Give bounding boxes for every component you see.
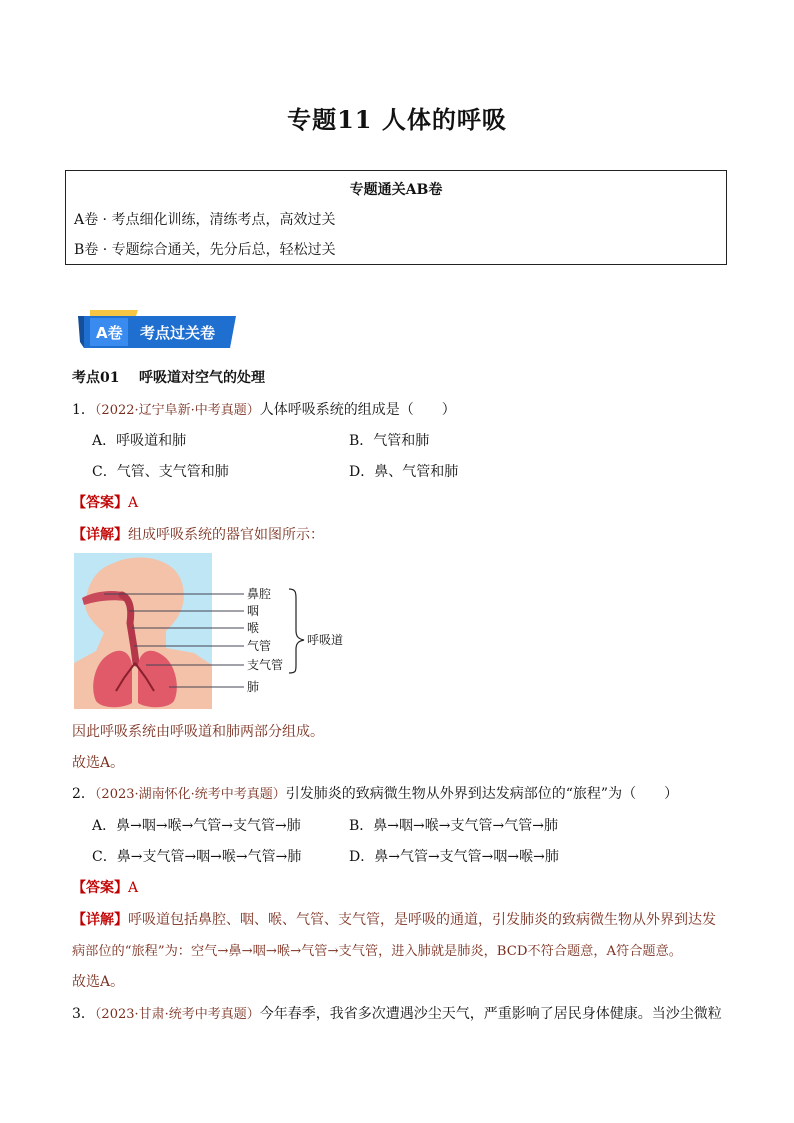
detail-label: 【详解】: [72, 527, 128, 543]
q2-option-a: A．鼻→咽→喉→气管→支气管→肺: [92, 818, 301, 834]
question-2: [72, 783, 678, 803]
q1-option-d: D．鼻、气管和肺: [349, 464, 459, 480]
question-source: （2023·甘肃·统考中考真题）: [94, 1007, 260, 1022]
section-banner: [78, 310, 238, 348]
q1-option-a: A．呼吸道和肺: [92, 433, 187, 449]
respiratory-diagram-icon: [74, 553, 374, 709]
q2-detail-line-2: 病部位的“旅程”为：空气→鼻→咽→喉→气管→支气管，进入肺就是肺炎，BCD不符合题意，A符合题意。: [72, 944, 682, 959]
question-source: （2023·湖南怀化·统考中考真题）: [94, 787, 286, 802]
q2-detail-line-1: [72, 909, 716, 929]
q1-choose: 故选A。: [72, 755, 125, 771]
label-bronchi: 支气管: [247, 658, 284, 672]
intro-box-line-a: A卷 · 考点细化训练，清练考点，高效过关: [74, 212, 336, 228]
answer-value: A: [128, 880, 139, 896]
label-nasal-cavity: 鼻腔: [247, 587, 272, 601]
q2-option-c: C．鼻→支气管→咽→喉→气管→肺: [92, 849, 302, 865]
question-3: [72, 1003, 722, 1023]
answer-label: 【答案】: [72, 880, 128, 896]
detail-text: 组成呼吸系统的器官如图所示：: [128, 527, 324, 543]
question-stem: 引发肺炎的致病微生物从外界到达发病部位的“旅程”为（ ）: [285, 786, 679, 802]
question-stem: 今年春季，我省多次遭遇沙尘天气，严重影响了居民身体健康。当沙尘微粒: [259, 1006, 722, 1022]
label-pharynx: 咽: [247, 604, 260, 618]
detail-text: 呼吸道包括鼻腔、咽、喉、气管、支气管，是呼吸的通道，引发肺炎的致病微生物从外界到达发: [128, 912, 716, 928]
q1-conclusion: 因此呼吸系统由呼吸道和肺两部分组成。: [72, 724, 324, 740]
question-number: 2．: [72, 786, 95, 802]
page-title: 专题11 人体的呼吸: [287, 105, 507, 134]
label-trachea: 气管: [247, 639, 272, 653]
section-label: 考点01: [72, 370, 120, 386]
q2-option-b: B．鼻→咽→喉→支气管→气管→肺: [349, 818, 558, 834]
answer-label: 【答案】: [72, 495, 128, 511]
question-1: [72, 399, 456, 419]
detail-label: 【详解】: [72, 912, 128, 928]
label-larynx: 喉: [247, 621, 260, 635]
question-source: （2022·辽宁阜新·中考真题）: [94, 403, 260, 418]
banner-tag: A卷: [96, 324, 123, 342]
intro-box-heading: 专题通关AB卷: [349, 182, 443, 198]
section-heading: [72, 367, 265, 387]
question-stem: 人体呼吸系统的组成是（ ）: [259, 402, 456, 418]
question-number: 3．: [72, 1006, 95, 1022]
q1-option-b: B．气管和肺: [349, 433, 430, 449]
question-number: 1．: [72, 402, 95, 418]
q1-answer: [72, 492, 138, 512]
q1-detail: [72, 524, 324, 544]
banner-text: 考点过关卷: [140, 324, 216, 342]
q2-option-d: D．鼻→气管→支气管→咽→喉→肺: [349, 849, 559, 865]
respiratory-system-figure: [74, 553, 374, 709]
q2-choose: 故选A。: [72, 974, 125, 990]
intro-box-line-b: B卷 · 专题综合通关，先分后总，轻松过关: [74, 242, 336, 258]
section-title: 呼吸道对空气的处理: [138, 370, 265, 386]
intro-box: [65, 170, 727, 265]
q2-answer: [72, 877, 138, 897]
q1-option-c: C．气管、支气管和肺: [92, 464, 229, 480]
label-lungs: 肺: [247, 680, 260, 694]
answer-value: A: [128, 495, 139, 511]
label-respiratory-tract: 呼吸道: [307, 633, 344, 647]
